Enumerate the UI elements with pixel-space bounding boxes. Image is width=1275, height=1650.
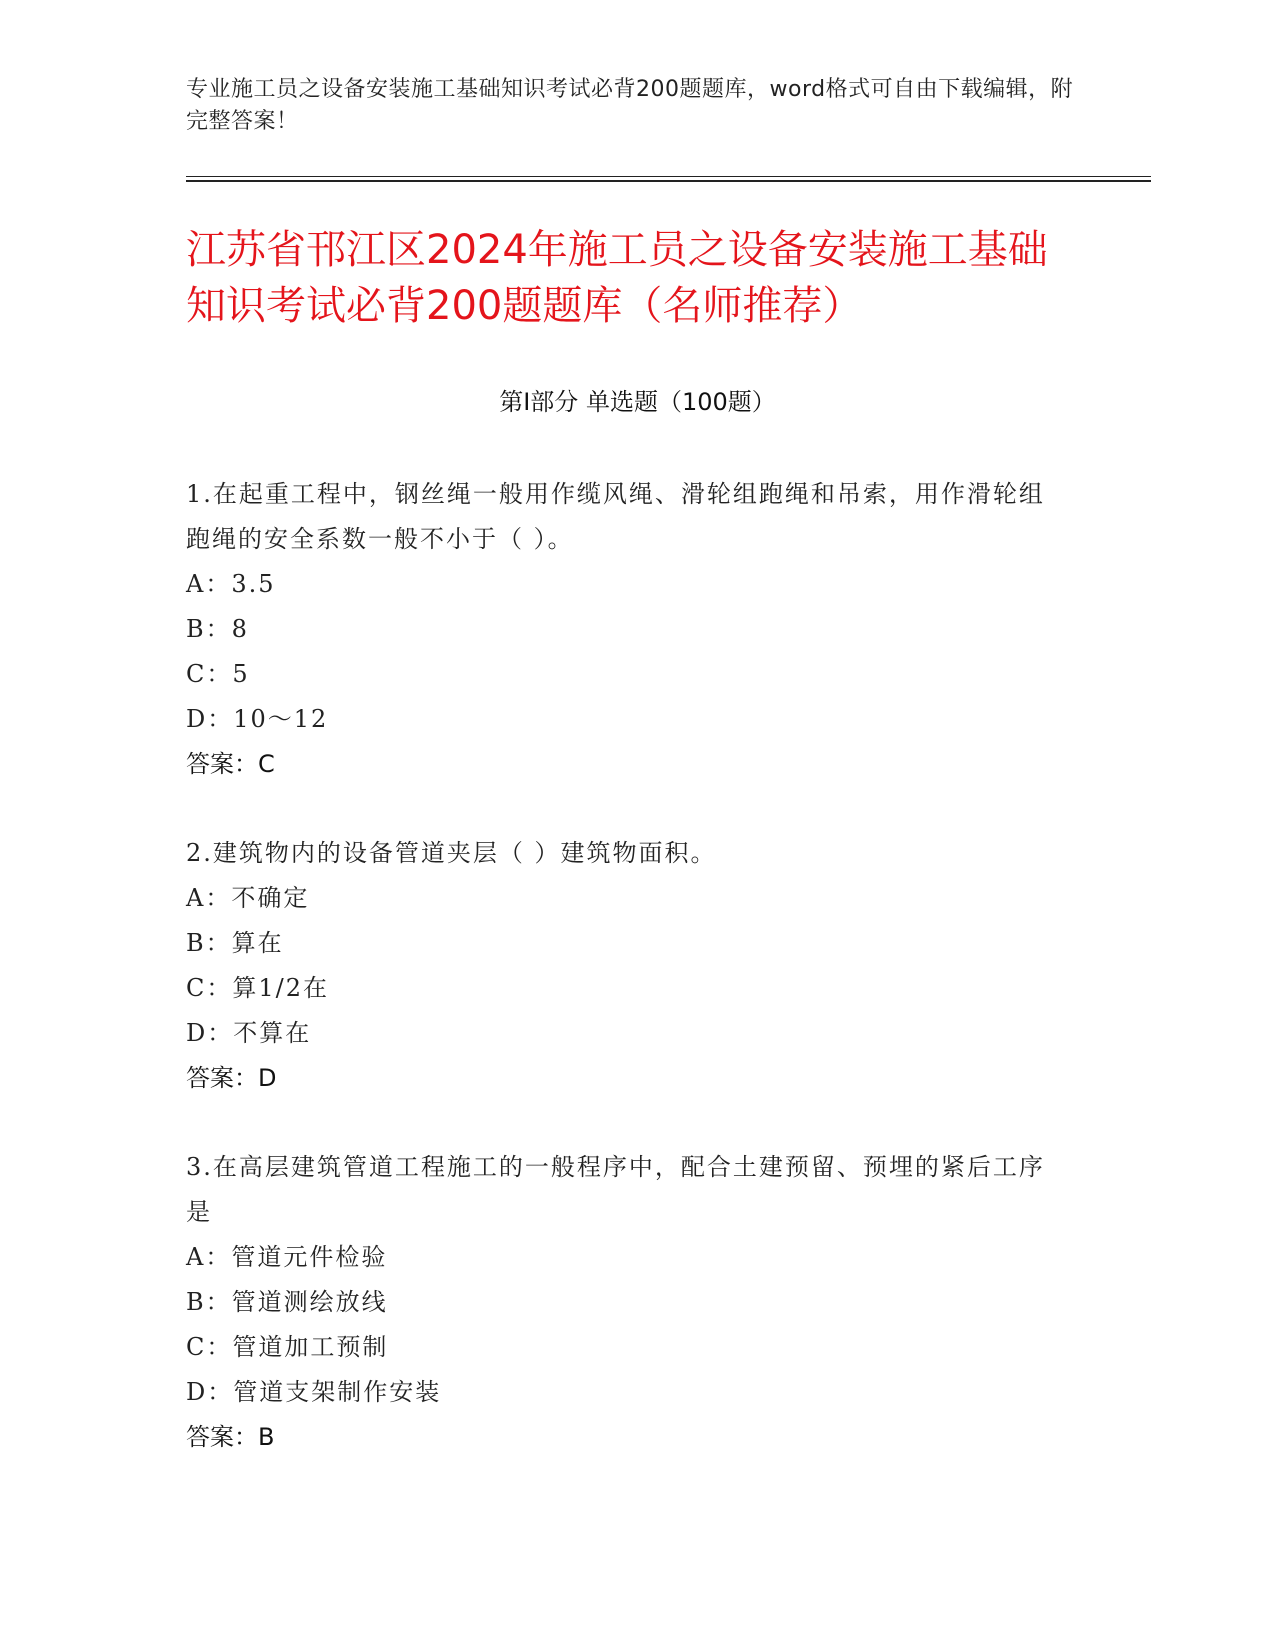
header-divider-thin <box>186 176 1151 177</box>
question-stem: 3.在高层建筑管道工程施工的一般程序中，配合土建预留、预埋的紧后工序是 <box>186 1153 1045 1226</box>
option-c: C：管道加工预制 <box>186 1333 389 1361</box>
option-d: D：不算在 <box>186 1019 312 1047</box>
answer: 答案：C <box>186 750 275 778</box>
option-d: D：管道支架制作安装 <box>186 1378 442 1406</box>
answer: 答案：B <box>186 1423 275 1451</box>
answer: 答案：D <box>186 1064 277 1092</box>
question-list <box>186 472 1066 1504</box>
header-note: 专业施工员之设备安装施工基础知识考试必背200题题库，word格式可自由下载编辑，附完整答案！ <box>186 77 1074 134</box>
question-stem: 1.在起重工程中，钢丝绳一般用作缆风绳、滑轮组跑绳和吊索，用作滑轮组跑绳的安全系数一般不小于（ ）。 <box>186 480 1045 553</box>
option-b: B：算在 <box>186 929 284 957</box>
section-title: 第Ⅰ部分 单选题（100题） <box>499 388 776 416</box>
header-divider-thick <box>186 180 1151 182</box>
option-a: A：管道元件检验 <box>186 1243 388 1271</box>
option-b: B：8 <box>186 615 249 643</box>
question-3 <box>186 1145 1066 1460</box>
question-stem: 2.建筑物内的设备管道夹层（ ）建筑物面积。 <box>186 839 717 867</box>
question-2 <box>186 831 1066 1101</box>
option-b: B：管道测绘放线 <box>186 1288 388 1316</box>
option-d: D：10～12 <box>186 705 329 733</box>
option-c: C：5 <box>186 660 250 688</box>
option-a: A：3.5 <box>186 570 276 598</box>
option-c: C：算1/2在 <box>186 974 329 1002</box>
question-1 <box>186 472 1066 787</box>
document-title: 江苏省邗江区2024年施工员之设备安装施工基础知识考试必背200题题库（名师推荐） <box>186 227 1048 329</box>
option-a: A：不确定 <box>186 884 310 912</box>
